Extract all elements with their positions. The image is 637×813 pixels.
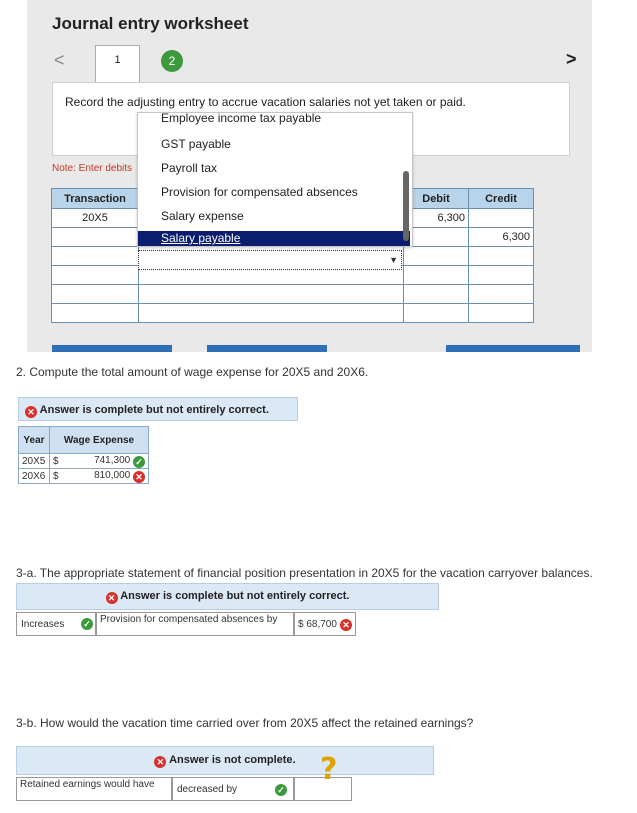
currency-symbol: $ bbox=[50, 469, 67, 484]
dropdown-option[interactable]: GST payable bbox=[161, 137, 231, 151]
q3a-account: Provision for compensated absences by bbox=[100, 614, 278, 625]
tab-2[interactable]: 2 bbox=[161, 50, 183, 72]
x-circle-icon: ✕ bbox=[106, 592, 118, 604]
transaction-cell bbox=[52, 247, 139, 266]
credit-input[interactable] bbox=[469, 266, 534, 285]
next-arrow-icon[interactable]: > bbox=[566, 49, 577, 69]
dropdown-option[interactable]: Provision for compensated absences bbox=[161, 185, 358, 199]
account-select[interactable] bbox=[138, 250, 402, 270]
wage-table bbox=[18, 426, 149, 484]
q3b-answer: decreased by bbox=[177, 784, 238, 795]
record-entry-button[interactable] bbox=[52, 345, 172, 352]
transaction-cell: 20X5 bbox=[52, 209, 139, 228]
instruction-text: Record the adjusting entry to accrue vacation salaries not yet taken or paid. bbox=[65, 95, 466, 109]
q2-status-banner bbox=[18, 397, 298, 421]
debit-input[interactable] bbox=[404, 228, 469, 247]
q3a-value-input[interactable] bbox=[294, 612, 356, 636]
wage-value: 741,300 bbox=[94, 454, 131, 466]
col-year: Year bbox=[19, 427, 50, 454]
q3b-answer-select[interactable] bbox=[172, 777, 294, 801]
q3a-status-banner bbox=[16, 583, 439, 610]
q3b-status-banner bbox=[16, 746, 434, 775]
debit-input[interactable] bbox=[404, 285, 469, 304]
check-circle-icon: ✓ bbox=[275, 784, 287, 796]
debit-input[interactable] bbox=[404, 266, 469, 285]
debit-input[interactable]: 6,300 bbox=[404, 209, 469, 228]
note-text: Note: Enter debits bbox=[52, 163, 133, 174]
dropdown-option[interactable]: Salary expense bbox=[161, 209, 244, 223]
prev-arrow-icon[interactable]: < bbox=[54, 50, 65, 70]
table-row bbox=[19, 469, 149, 484]
view-journal-button[interactable] bbox=[446, 345, 580, 352]
q3a-account-select[interactable] bbox=[96, 612, 294, 636]
x-circle-icon: ✕ bbox=[340, 619, 352, 631]
currency-symbol: $ bbox=[50, 454, 67, 469]
q3b-banner-text: Answer is not complete. bbox=[169, 754, 296, 766]
x-circle-icon: ✕ bbox=[25, 406, 37, 418]
credit-input[interactable] bbox=[469, 285, 534, 304]
q3a-label: Increases bbox=[21, 619, 65, 630]
q3b-question: 3-b. How would the vacation time carried over from 20X5 affect the retained earnings? bbox=[16, 716, 474, 730]
x-circle-icon: ✕ bbox=[133, 471, 145, 483]
transaction-cell bbox=[52, 266, 139, 285]
year-cell: 20X6 bbox=[19, 469, 50, 484]
tab-1[interactable]: 1 bbox=[95, 45, 140, 82]
dropdown-option[interactable]: Payroll tax bbox=[161, 161, 218, 175]
credit-input[interactable]: 6,300 bbox=[469, 228, 534, 247]
q2-banner-text: Answer is complete but not entirely correct. bbox=[39, 404, 269, 416]
debit-input[interactable] bbox=[404, 247, 469, 266]
wage-input[interactable] bbox=[66, 469, 148, 484]
question-mark-icon: ? bbox=[320, 752, 338, 787]
col-credit: Credit bbox=[469, 189, 534, 209]
q3a-value: $ 68,700 bbox=[298, 619, 337, 630]
wage-value: 810,000 bbox=[94, 469, 131, 481]
dropdown-arrow-icon: ▼ bbox=[389, 255, 398, 265]
year-cell: 20X5 bbox=[19, 454, 50, 469]
col-debit: Debit bbox=[404, 189, 469, 209]
account-cell[interactable] bbox=[139, 285, 404, 304]
dropdown-scrollbar[interactable] bbox=[403, 171, 409, 241]
col-transaction: Transaction bbox=[52, 189, 139, 209]
account-cell[interactable] bbox=[139, 304, 404, 323]
transaction-cell bbox=[52, 285, 139, 304]
debit-input[interactable] bbox=[404, 304, 469, 323]
credit-input[interactable] bbox=[469, 209, 534, 228]
dropdown-option[interactable]: Employee income tax payable bbox=[161, 112, 322, 125]
dropdown-option-selected[interactable]: Salary payable bbox=[138, 231, 410, 247]
credit-input[interactable] bbox=[469, 247, 534, 266]
worksheet-title: Journal entry worksheet bbox=[52, 14, 249, 33]
check-circle-icon: ✓ bbox=[81, 618, 93, 630]
q3b-label-cell bbox=[16, 777, 172, 801]
transaction-cell bbox=[52, 228, 139, 247]
transaction-cell bbox=[52, 304, 139, 323]
credit-input[interactable] bbox=[469, 304, 534, 323]
check-circle-icon: ✓ bbox=[133, 456, 145, 468]
account-dropdown-list[interactable] bbox=[137, 112, 413, 247]
clear-entry-button[interactable] bbox=[207, 345, 327, 352]
q3a-banner-text: Answer is complete but not entirely correct. bbox=[120, 590, 350, 602]
wage-input[interactable] bbox=[66, 454, 148, 469]
q3b-label: Retained earnings would have bbox=[20, 779, 155, 790]
q2-question: 2. Compute the total amount of wage expense for 20X5 and 20X6. bbox=[16, 365, 369, 379]
table-row bbox=[52, 285, 534, 304]
x-circle-icon: ✕ bbox=[154, 756, 166, 768]
table-row bbox=[52, 304, 534, 323]
table-row bbox=[19, 454, 149, 469]
q3a-question: 3-a. The appropriate statement of financial position presentation in 20X5 for the vacation carryover balances. bbox=[16, 566, 593, 580]
col-wage-expense: Wage Expense bbox=[50, 427, 149, 454]
